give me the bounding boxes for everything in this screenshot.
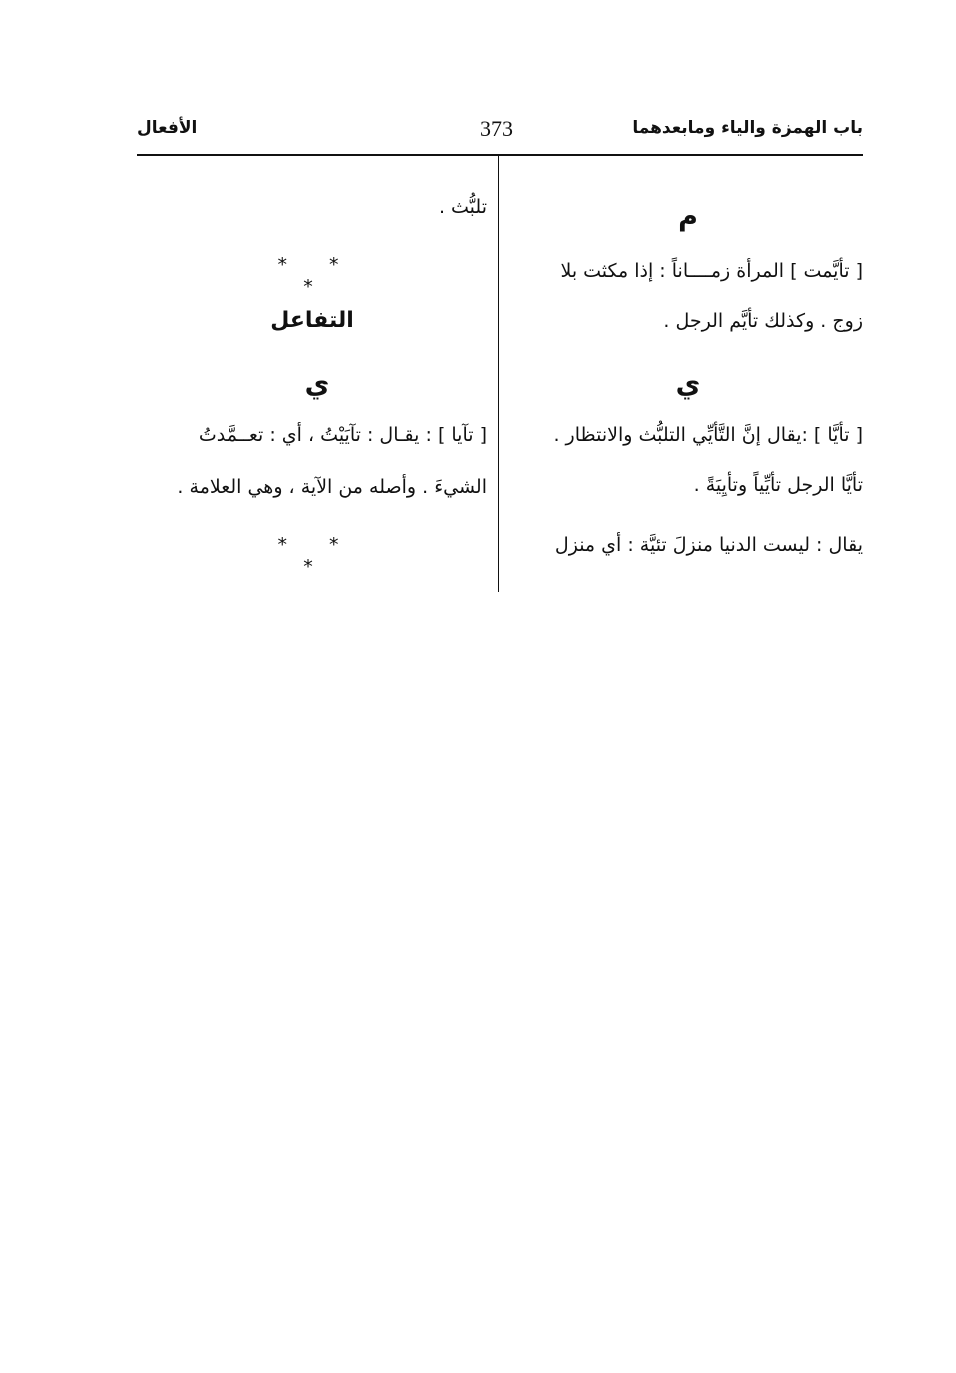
entry-tayayya-line-3: يقال : ليست الدنيا منزلَ تئيَّة : أي منزل — [554, 534, 863, 556]
letter-heading-meem: م — [678, 201, 698, 232]
page-header — [137, 116, 863, 152]
running-title: باب الهمزة والياء ومابعدهما — [632, 118, 863, 138]
letter-heading-ya: ي — [675, 369, 701, 400]
column-divider — [498, 156, 499, 592]
entry-tayammat-line-1: [ تأيَّمت ] المرأة زمــــاناً : إذا مكثت بلا — [560, 260, 863, 282]
entry-taaya-line-2: الشيءَ . وأصله من الآية ، وهي العلامة . — [177, 476, 487, 498]
separator-stars: * * * — [277, 254, 357, 298]
separator-stars: * * * — [277, 534, 357, 578]
entry-taaya-line-1: [ تآيا ] : يقـال : تآيَيْتُ ، أي : تعــمَّدتُ — [198, 424, 487, 446]
entry-tayayya-line-2: تأيَّا الرجل تأيِّياً وتأيِيَةً . — [693, 474, 863, 496]
section-label: الأفعال — [137, 118, 198, 138]
chapter-heading: التفاعل — [270, 308, 354, 333]
continuation-text: تلبُّث . — [438, 196, 487, 218]
page-number: 373 — [480, 116, 513, 141]
header-rule — [137, 154, 863, 156]
letter-heading-ya: ي — [304, 369, 330, 400]
entry-tayammat-line-2: زوج . وكذلك تأيَّم الرجل . — [663, 310, 863, 332]
entry-tayayya-line-1: [ تأيَّا ] :يقال إنَّ التَّأيِّي التلبُّث والانتظار . — [553, 424, 863, 446]
